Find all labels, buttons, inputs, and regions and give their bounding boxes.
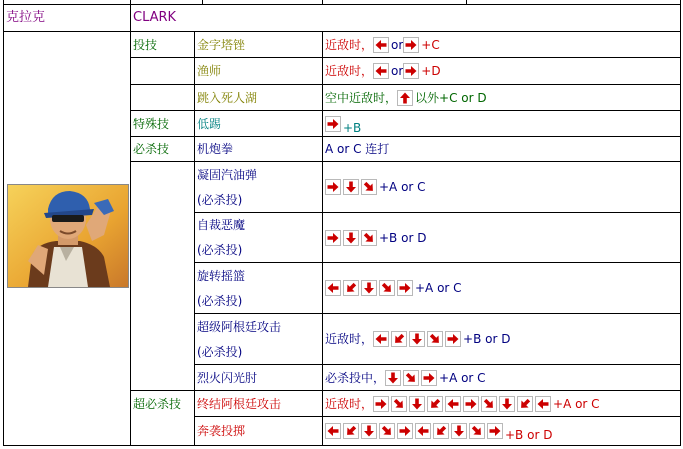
arrow-left-icon — [445, 396, 461, 412]
command-arrows — [403, 63, 421, 79]
arrow-downleft-icon — [391, 331, 407, 347]
command-arrows — [325, 116, 343, 132]
command-arrows — [325, 423, 505, 439]
arrow-right-icon — [373, 396, 389, 412]
category-throw: 投技 — [133, 37, 158, 52]
command-prefix: 近敌时， — [325, 332, 374, 346]
command-prefix: 近敌时， — [325, 37, 374, 52]
move-name-cell — [195, 263, 322, 313]
arrow-down-icon — [409, 331, 425, 347]
arrow-left-icon — [373, 331, 389, 347]
arrow-down-icon — [451, 423, 467, 439]
command-prefix: 近敌时， — [325, 396, 374, 411]
arrow-right-icon — [325, 116, 341, 132]
command-button: +B or D — [505, 428, 553, 442]
command-arrows — [373, 331, 463, 347]
command-button: +B or D — [379, 230, 427, 245]
arrow-downright-icon — [379, 423, 395, 439]
command-prefix: 近敌时， — [325, 64, 374, 78]
move-command — [323, 137, 680, 161]
arrow-down-icon — [499, 396, 515, 412]
arrow-right-icon — [325, 230, 341, 246]
arrow-left-icon — [373, 63, 389, 79]
move-note: (必杀投) — [197, 192, 243, 207]
move-name: 金字塔锉 — [197, 37, 246, 52]
move-note: (必杀投) — [197, 344, 243, 359]
arrow-downleft-icon — [343, 280, 359, 296]
command-button: +A or C — [553, 396, 600, 411]
command-button: +A or C — [439, 370, 486, 385]
move-command — [323, 263, 680, 313]
command-arrows — [397, 90, 415, 106]
arrow-downright-icon — [379, 280, 395, 296]
command-arrows — [385, 370, 439, 386]
category-special: 特殊技 — [133, 116, 170, 131]
move-name: 低踢 — [197, 116, 222, 131]
move-name: 凝固汽油弹 — [197, 167, 258, 182]
command-arrows — [325, 179, 379, 195]
move-list-table — [3, 0, 681, 446]
command-button: +D — [421, 64, 441, 78]
command-button: +B — [343, 120, 362, 135]
arrow-down-icon — [361, 280, 377, 296]
command-arrows — [373, 63, 391, 79]
command-button: 以外+C or D — [415, 90, 487, 105]
move-command — [323, 32, 680, 57]
move-command — [323, 314, 680, 364]
clark-portrait-image — [8, 185, 128, 287]
category-super: 超必杀技 — [133, 396, 182, 411]
move-name: 烈火闪光肘 — [197, 370, 258, 385]
move-name: 机炮拳 — [197, 142, 234, 156]
move-command — [323, 58, 680, 84]
move-command — [323, 162, 680, 212]
arrow-right-icon — [397, 280, 413, 296]
move-command — [323, 111, 680, 136]
arrow-left-icon — [415, 423, 431, 439]
arrow-downleft-icon — [343, 423, 359, 439]
command-button: +C — [421, 37, 440, 52]
move-name: 奔袭投掷 — [197, 424, 246, 438]
move-command — [323, 417, 680, 445]
arrow-right-icon — [325, 179, 341, 195]
arrow-down-icon — [343, 179, 359, 195]
arrow-down-icon — [409, 396, 425, 412]
category-deadly: 必杀技 — [133, 142, 170, 156]
arrow-downright-icon — [391, 396, 407, 412]
command-arrows — [325, 230, 379, 246]
arrow-downright-icon — [361, 179, 377, 195]
command-arrows — [403, 37, 421, 53]
character-portrait — [7, 184, 129, 288]
arrow-downright-icon — [427, 331, 443, 347]
command-or: or — [391, 37, 404, 52]
arrow-downleft-icon — [517, 396, 533, 412]
arrow-downright-icon — [481, 396, 497, 412]
arrow-right-icon — [403, 37, 419, 53]
move-name-cell — [195, 213, 322, 262]
arrow-right-icon — [463, 396, 479, 412]
arrow-right-icon — [403, 63, 419, 79]
arrow-right-icon — [487, 423, 503, 439]
arrow-downleft-icon — [433, 423, 449, 439]
move-name: 旋转摇篮 — [197, 268, 246, 283]
arrow-down-icon — [385, 370, 401, 386]
command-arrows — [373, 37, 391, 53]
character-name-en: CLARK — [133, 10, 177, 25]
arrow-down-icon — [361, 423, 377, 439]
move-command — [323, 213, 680, 262]
command-arrows — [325, 280, 415, 296]
move-command — [323, 391, 680, 416]
command-button: +A or C — [415, 281, 462, 295]
move-name: 渔师 — [197, 64, 222, 78]
move-note: (必杀投) — [197, 243, 243, 257]
arrow-right-icon — [397, 423, 413, 439]
move-name: 终结阿根廷攻击 — [197, 396, 282, 411]
move-name-cell — [195, 162, 322, 212]
command-text: A or C 连打 — [325, 142, 390, 156]
arrow-downright-icon — [403, 370, 419, 386]
move-name: 跳入死人湖 — [197, 90, 258, 105]
arrow-left-icon — [373, 37, 389, 53]
command-button: +B or D — [463, 332, 511, 346]
arrow-left-icon — [325, 423, 341, 439]
command-prefix: 空中近敌时， — [325, 90, 398, 105]
arrow-up-icon — [397, 90, 413, 106]
arrow-downleft-icon — [427, 396, 443, 412]
arrow-down-icon — [343, 230, 359, 246]
arrow-left-icon — [535, 396, 551, 412]
command-or: or — [391, 64, 404, 78]
move-command — [323, 365, 680, 390]
arrow-right-icon — [445, 331, 461, 347]
character-name-cn: 克拉克 — [6, 10, 46, 25]
arrow-downright-icon — [361, 230, 377, 246]
move-command — [323, 85, 680, 110]
command-prefix: 必杀投中， — [325, 370, 386, 385]
move-name: 自裁恶魔 — [197, 218, 246, 232]
arrow-right-icon — [421, 370, 437, 386]
arrow-left-icon — [325, 280, 341, 296]
command-arrows — [373, 396, 553, 412]
command-button: +A or C — [379, 180, 426, 194]
move-note: (必杀投) — [197, 293, 243, 308]
arrow-downright-icon — [469, 423, 485, 439]
move-name-cell — [195, 314, 322, 364]
move-name: 超级阿根廷攻击 — [197, 319, 282, 334]
